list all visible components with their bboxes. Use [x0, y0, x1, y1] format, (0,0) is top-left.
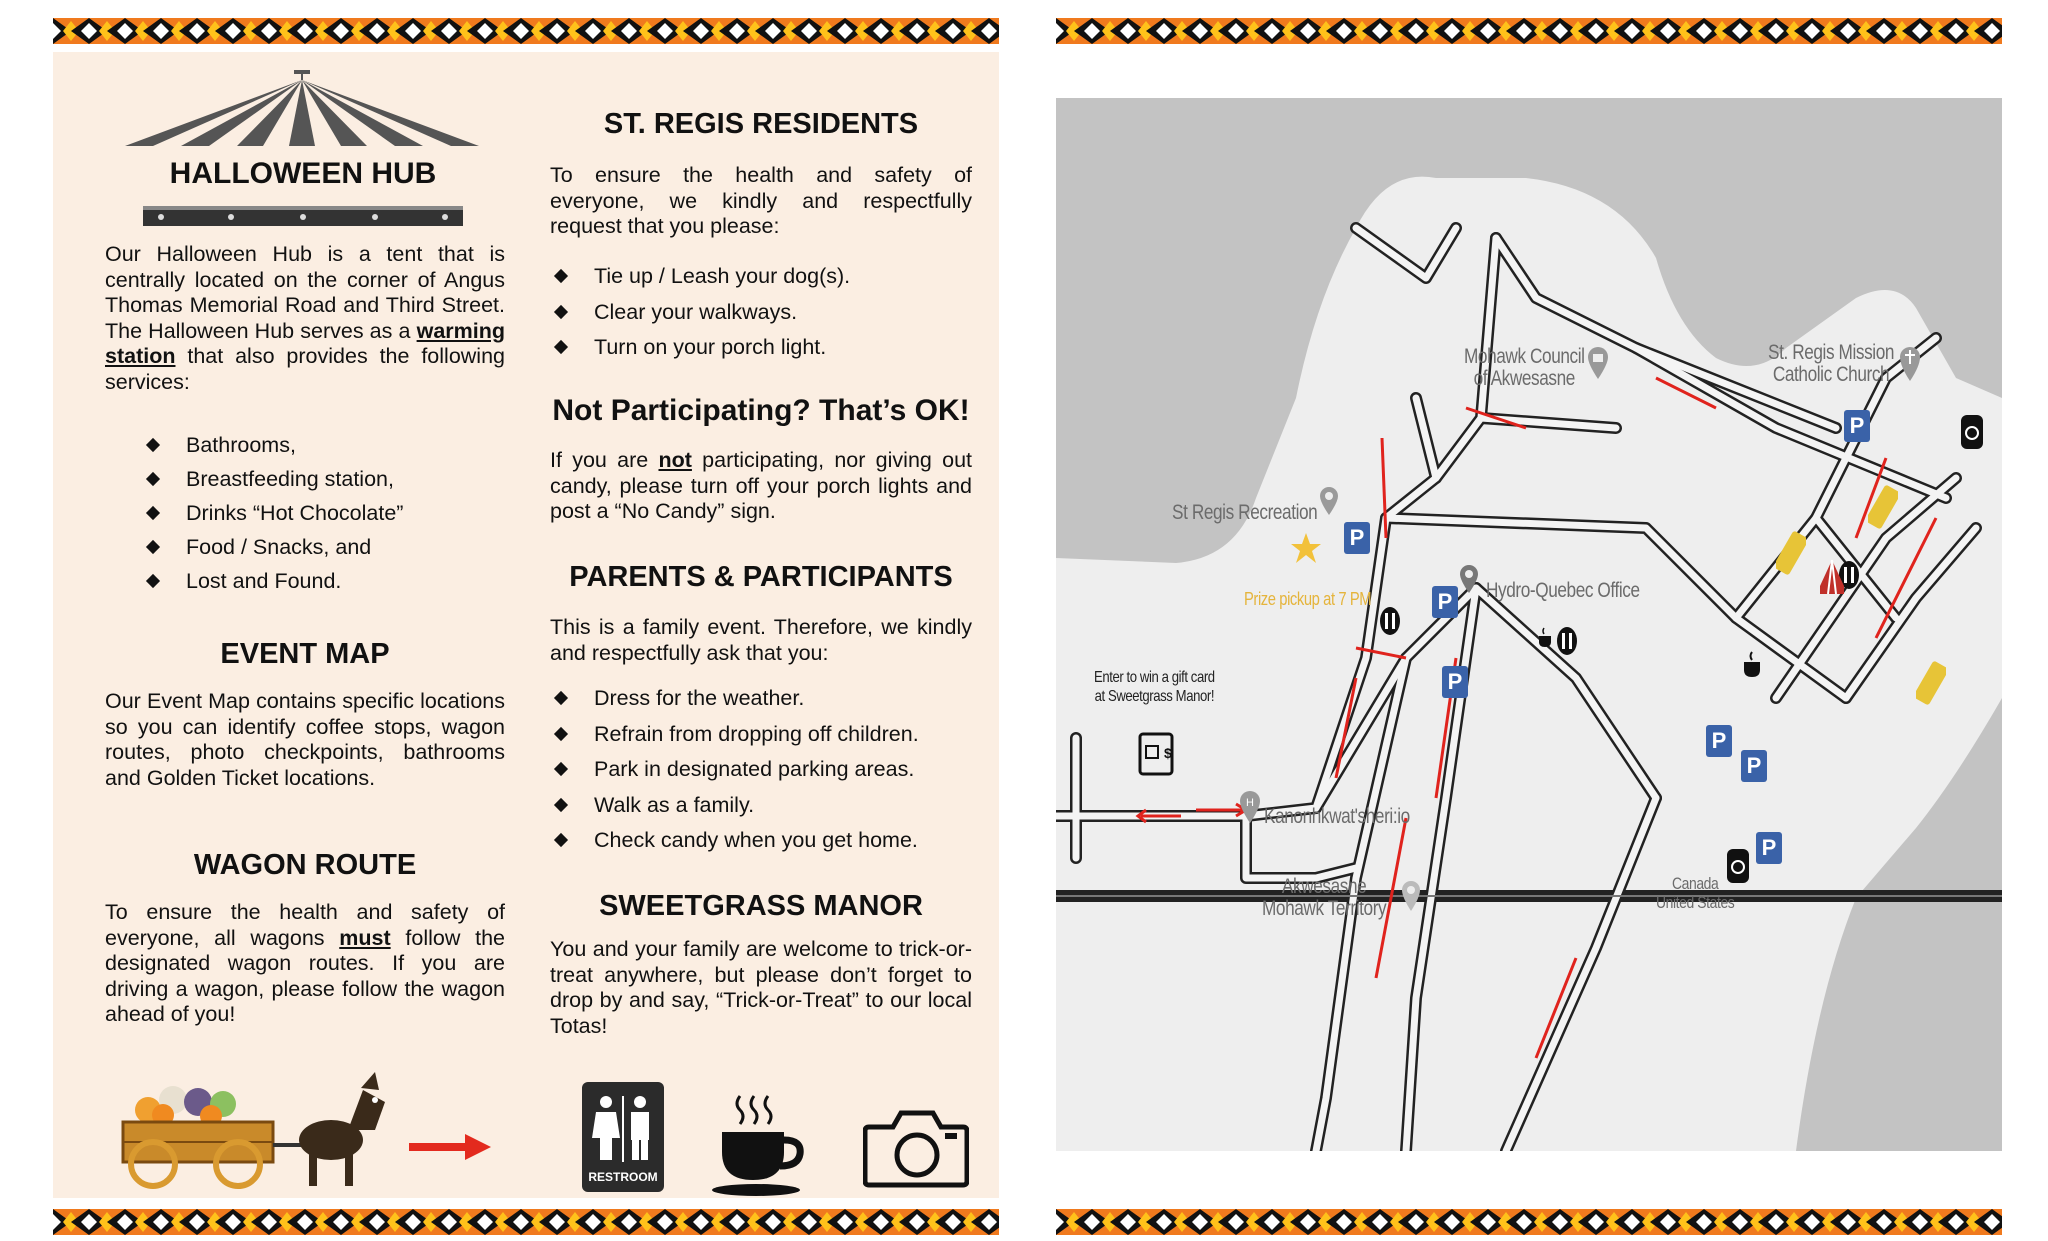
map-label-border: Canada United States	[1656, 874, 1735, 912]
map-label-akwesasne: Akwesasne Mohawk Territory	[1262, 875, 1387, 920]
list-item: Dress for the weather.	[556, 681, 976, 717]
wagon-route-section	[105, 900, 505, 1028]
residents-body: To ensure the health and safety of everyone, we kindly and respectfully request that you please:	[550, 163, 972, 238]
restroom-icon	[582, 1082, 664, 1192]
map-label-council: Mohawk Council of Akwesasne	[1464, 345, 1585, 390]
government-pin-icon	[1586, 346, 1610, 380]
parents-list	[556, 681, 976, 859]
restaurant-icon	[1556, 626, 1578, 656]
restaurant-icon	[1379, 606, 1401, 636]
coffee-icon	[1740, 650, 1766, 680]
coffee-icon	[1536, 626, 1556, 650]
not-participating-title: Not Participating? That’s OK!	[552, 394, 970, 427]
top-border-right	[1056, 18, 2002, 44]
map-label-mission: St. Regis Mission Catholic Church	[1768, 341, 1895, 386]
map-label-recreation: St Regis Recreation	[1172, 501, 1318, 524]
map-label-gift: Enter to win a gift card at Sweetgrass Manor!	[1094, 669, 1215, 705]
coffee-cup-icon	[712, 1092, 808, 1198]
location-pin-icon	[1400, 880, 1422, 912]
list-item: Bathrooms,	[148, 428, 508, 462]
event-map-body: Our Event Map contains specific locations so you can identify coffee stops, wagon routes, photo checkpoints, bathrooms and Golden Ticket locations.	[105, 689, 505, 790]
halloween-hub-intro: Our Halloween Hub is a tent that is centrally located on the corner of Angus Thomas Memorial Road and Third Street. The Halloween Hub serves as a warming station that also provides the following services:	[105, 242, 505, 394]
sweetgrass-body: You and your family are welcome to trick-or-treat anywhere, but please don’t forget to drop by and say, “Trick-or-Treat” to our local Totas!	[550, 937, 972, 1038]
parking-badge: P	[1442, 666, 1468, 698]
top-border-left	[53, 18, 999, 44]
tent-marker-icon	[1818, 558, 1846, 596]
parents-section	[550, 615, 972, 666]
location-pin-icon	[1318, 486, 1340, 516]
sweetgrass-title: SWEETGRASS MANOR	[599, 890, 923, 922]
list-item: Refrain from dropping off children.	[556, 717, 976, 753]
not-participating-body: If you are not participating, nor giving out candy, please turn off your porch lights and post a “No Candy” sign.	[550, 448, 973, 523]
list-item: Drinks “Hot Chocolate”	[148, 496, 508, 530]
list-item: Park in designated parking areas.	[556, 752, 976, 788]
parking-badge: P	[1432, 586, 1458, 618]
parents-title: PARENTS & PARTICIPANTS	[569, 561, 953, 593]
halloween-hub-section	[105, 242, 505, 395]
residents-section	[550, 163, 972, 240]
event-map	[1056, 98, 2002, 1151]
tent-icon	[123, 68, 485, 232]
parking-badge: P	[1344, 522, 1370, 554]
list-item: Tie up / Leash your dog(s).	[556, 259, 976, 295]
map-label-kanonhkwat: Kanonhkwat'sheri:io	[1264, 805, 1410, 828]
golden-ticket-icon	[1776, 528, 1806, 578]
not-participating-section	[550, 448, 972, 525]
prize-star-icon	[1290, 532, 1322, 564]
sweetgrass-section	[550, 937, 972, 1039]
bottom-border-left	[53, 1209, 999, 1235]
event-map-section	[105, 689, 505, 791]
svg-text:H: H	[1246, 797, 1254, 809]
arrow-right-icon	[409, 1132, 493, 1162]
list-item: Walk as a family.	[556, 788, 976, 824]
event-map-title: EVENT MAP	[220, 638, 390, 670]
hospital-pin-icon	[1238, 790, 1262, 824]
camera-marker-icon	[1960, 414, 1984, 450]
parking-badge: P	[1756, 832, 1782, 864]
wagon-route-title: WAGON ROUTE	[193, 849, 417, 881]
parking-badge: P	[1706, 725, 1732, 757]
map-label-hydro: Hydro-Quebec Office	[1486, 579, 1640, 602]
bottom-border-right	[1056, 1209, 2002, 1235]
wagon-route-body: To ensure the health and safety of everyone, all wagons must follow the designated wagon routes. If you are driving a wagon, please follow the wagon ahead of you!	[105, 900, 505, 1026]
parking-badge: P	[1741, 750, 1767, 782]
parking-badge: P	[1844, 410, 1870, 442]
brochure-panel	[53, 52, 999, 1198]
list-item: Lost and Found.	[148, 564, 508, 598]
map-canvas	[1056, 98, 2002, 1151]
map-label-prize: Prize pickup at 7 PM	[1244, 589, 1372, 609]
list-item: Check candy when you get home.	[556, 823, 976, 859]
halloween-hub-title: HALLOWEEN HUB	[169, 157, 437, 190]
services-list	[148, 428, 508, 598]
residents-title: ST. REGIS RESIDENTS	[603, 108, 919, 140]
gift-card-symbol: $	[1164, 745, 1172, 761]
horse-wagon-icon	[113, 1060, 393, 1190]
list-item: Turn on your porch light.	[556, 330, 976, 366]
church-pin-icon	[1898, 346, 1922, 382]
gift-card-icon	[1138, 732, 1174, 776]
golden-ticket-icon	[1868, 482, 1898, 532]
residents-list	[556, 259, 976, 366]
list-item: Breastfeeding station,	[148, 462, 508, 496]
location-pin-icon	[1458, 564, 1480, 594]
camera-icon	[863, 1107, 969, 1189]
list-item: Food / Snacks, and	[148, 530, 508, 564]
golden-ticket-icon	[1916, 658, 1946, 708]
list-item: Clear your walkways.	[556, 295, 976, 331]
restroom-label: RESTROOM	[588, 1170, 658, 1184]
parents-body: This is a family event. Therefore, we kindly and respectfully ask that you:	[550, 615, 972, 665]
